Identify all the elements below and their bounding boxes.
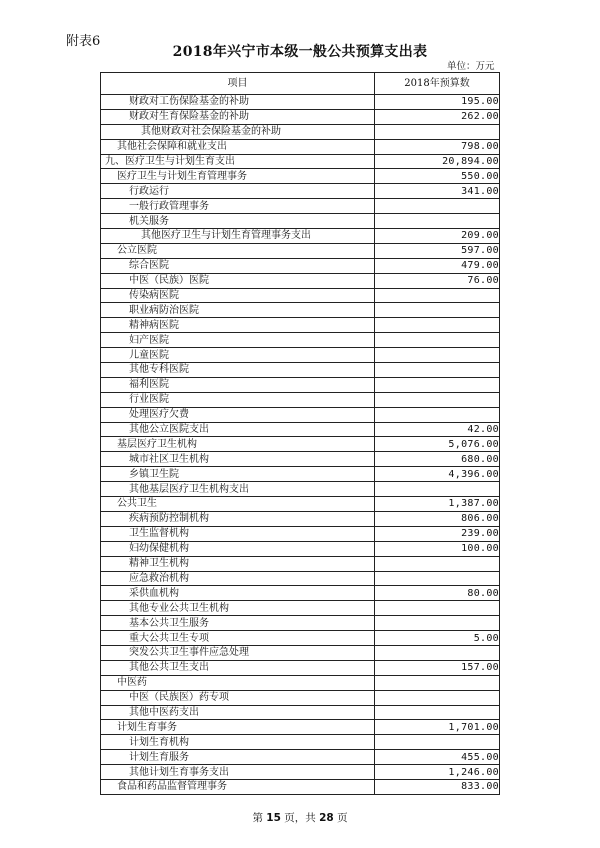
- table-row: [101, 482, 500, 497]
- footer-middle: 页，共: [284, 812, 316, 824]
- row-item-name: 公共卫生: [101, 497, 375, 512]
- row-amount: [375, 288, 500, 303]
- row-amount: [375, 571, 500, 586]
- table-row: [101, 95, 500, 110]
- table-row: [101, 526, 500, 541]
- row-amount: [375, 348, 500, 363]
- row-amount: 80.00: [375, 586, 500, 601]
- row-amount: [375, 377, 500, 392]
- table-row: [101, 348, 500, 363]
- table-header-row: [101, 73, 500, 95]
- table-row: [101, 511, 500, 526]
- row-item-name: 机关服务: [101, 214, 375, 229]
- row-amount: 798.00: [375, 139, 500, 154]
- row-amount: [375, 407, 500, 422]
- row-item-name: 突发公共卫生事件应急处理: [101, 645, 375, 660]
- row-amount: 209.00: [375, 229, 500, 244]
- table-row: [101, 184, 500, 199]
- row-item-name: 应急救治机构: [101, 571, 375, 586]
- table-row: [101, 124, 500, 139]
- row-amount: 833.00: [375, 779, 500, 794]
- row-item-name: 医疗卫生与计划生育管理事务: [101, 169, 375, 184]
- row-item-name: 其他医疗卫生与计划生育管理事务支出: [101, 229, 375, 244]
- row-amount: 680.00: [375, 452, 500, 467]
- row-item-name: 重大公共卫生专项: [101, 631, 375, 646]
- row-item-name: 财政对工伤保险基金的补助: [101, 95, 375, 110]
- row-item-name: 其他公立医院支出: [101, 422, 375, 437]
- row-item-name: 儿童医院: [101, 348, 375, 363]
- table-row: [101, 154, 500, 169]
- row-item-name: 综合医院: [101, 258, 375, 273]
- row-item-name: 其他社会保障和就业支出: [101, 139, 375, 154]
- table-row: [101, 645, 500, 660]
- row-amount: [375, 303, 500, 318]
- table-row: [101, 452, 500, 467]
- table-row: [101, 422, 500, 437]
- row-item-name: 中医（民族）医院: [101, 273, 375, 288]
- table-row: [101, 214, 500, 229]
- row-amount: [375, 482, 500, 497]
- row-item-name: 福利医院: [101, 377, 375, 392]
- row-item-name: 妇幼保健机构: [101, 541, 375, 556]
- table-row: [101, 258, 500, 273]
- table-row: [101, 288, 500, 303]
- budget-table: [100, 72, 500, 795]
- footer-total-pages: 28: [319, 812, 334, 824]
- row-item-name: 其他中医药支出: [101, 705, 375, 720]
- row-item-name: 精神卫生机构: [101, 556, 375, 571]
- table-row: [101, 109, 500, 124]
- row-item-name: 一般行政管理事务: [101, 199, 375, 214]
- page-footer: [0, 810, 600, 825]
- row-amount: [375, 556, 500, 571]
- table-row: [101, 229, 500, 244]
- row-amount: 195.00: [375, 95, 500, 110]
- table-row: [101, 303, 500, 318]
- table-row: [101, 169, 500, 184]
- table-row: [101, 616, 500, 631]
- row-amount: 5.00: [375, 631, 500, 646]
- row-item-name: 基层医疗卫生机构: [101, 437, 375, 452]
- row-amount: 262.00: [375, 109, 500, 124]
- row-amount: 479.00: [375, 258, 500, 273]
- row-amount: 157.00: [375, 660, 500, 675]
- row-amount: 1,246.00: [375, 765, 500, 780]
- row-amount: [375, 333, 500, 348]
- row-item-name: 计划生育机构: [101, 735, 375, 750]
- row-amount: 239.00: [375, 526, 500, 541]
- row-amount: 1,701.00: [375, 720, 500, 735]
- row-amount: [375, 199, 500, 214]
- table-row: [101, 735, 500, 750]
- row-item-name: 中医（民族医）药专项: [101, 690, 375, 705]
- row-item-name: 职业病防治医院: [101, 303, 375, 318]
- table-row: [101, 571, 500, 586]
- row-item-name: 处理医疗欠费: [101, 407, 375, 422]
- row-amount: 550.00: [375, 169, 500, 184]
- row-amount: 76.00: [375, 273, 500, 288]
- table-row: [101, 720, 500, 735]
- row-item-name: 其他财政对社会保险基金的补助: [101, 124, 375, 139]
- row-amount: [375, 690, 500, 705]
- row-amount: 455.00: [375, 750, 500, 765]
- row-item-name: 其他计划生育事务支出: [101, 765, 375, 780]
- table-row: [101, 333, 500, 348]
- row-item-name: 计划生育服务: [101, 750, 375, 765]
- row-amount: 42.00: [375, 422, 500, 437]
- table-row: [101, 273, 500, 288]
- row-item-name: 精神病医院: [101, 318, 375, 333]
- table-row: [101, 556, 500, 571]
- table-row: [101, 497, 500, 512]
- row-item-name: 中医药: [101, 675, 375, 690]
- footer-suffix: 页: [337, 812, 348, 824]
- row-item-name: 基本公共卫生服务: [101, 616, 375, 631]
- table-row: [101, 675, 500, 690]
- row-item-name: 采供血机构: [101, 586, 375, 601]
- row-amount: 5,076.00: [375, 437, 500, 452]
- page-title: 2018年兴宁市本级一般公共预算支出表: [172, 44, 428, 60]
- row-amount: [375, 645, 500, 660]
- row-item-name: 食品和药品监督管理事务: [101, 779, 375, 794]
- table-row: [101, 631, 500, 646]
- table-row: [101, 139, 500, 154]
- table-row: [101, 765, 500, 780]
- row-amount: 100.00: [375, 541, 500, 556]
- row-amount: [375, 675, 500, 690]
- table-row: [101, 705, 500, 720]
- table-row: [101, 660, 500, 675]
- table-row: [101, 407, 500, 422]
- row-item-name: 其他公共卫生支出: [101, 660, 375, 675]
- table-row: [101, 392, 500, 407]
- row-item-name: 城市社区卫生机构: [101, 452, 375, 467]
- table-row: [101, 541, 500, 556]
- table-row: [101, 437, 500, 452]
- row-item-name: 计划生育事务: [101, 720, 375, 735]
- header-item: 项目: [101, 73, 375, 95]
- row-amount: 597.00: [375, 243, 500, 258]
- table-row: [101, 690, 500, 705]
- table-row: [101, 318, 500, 333]
- row-amount: 4,396.00: [375, 467, 500, 482]
- table-row: [101, 601, 500, 616]
- footer-page-number: 15: [266, 812, 281, 824]
- row-item-name: 传染病医院: [101, 288, 375, 303]
- row-amount: [375, 124, 500, 139]
- table-row: [101, 377, 500, 392]
- row-amount: 806.00: [375, 511, 500, 526]
- row-item-name: 公立医院: [101, 243, 375, 258]
- row-amount: [375, 392, 500, 407]
- row-amount: [375, 363, 500, 378]
- row-amount: 341.00: [375, 184, 500, 199]
- row-amount: 20,894.00: [375, 154, 500, 169]
- unit-label: 单位：万元: [447, 61, 495, 72]
- row-amount: 1,387.00: [375, 497, 500, 512]
- table-row: [101, 199, 500, 214]
- table-row: [101, 779, 500, 794]
- table-row: [101, 363, 500, 378]
- row-amount: [375, 705, 500, 720]
- row-amount: [375, 214, 500, 229]
- row-item-name: 行业医院: [101, 392, 375, 407]
- table-row: [101, 750, 500, 765]
- row-amount: [375, 318, 500, 333]
- table-row: [101, 586, 500, 601]
- row-item-name: 其他基层医疗卫生机构支出: [101, 482, 375, 497]
- row-item-name: 乡镇卫生院: [101, 467, 375, 482]
- attachment-label: 附表6: [66, 34, 101, 49]
- row-item-name: 疾病预防控制机构: [101, 511, 375, 526]
- header-amount: 2018年预算数: [375, 73, 500, 95]
- row-item-name: 其他专业公共卫生机构: [101, 601, 375, 616]
- row-item-name: 其他专科医院: [101, 363, 375, 378]
- footer-prefix: 第: [252, 812, 263, 824]
- row-amount: [375, 616, 500, 631]
- row-item-name: 行政运行: [101, 184, 375, 199]
- row-item-name: 卫生监督机构: [101, 526, 375, 541]
- row-amount: [375, 735, 500, 750]
- row-item-name: 九、医疗卫生与计划生育支出: [101, 154, 375, 169]
- row-item-name: 妇产医院: [101, 333, 375, 348]
- row-item-name: 财政对生育保险基金的补助: [101, 109, 375, 124]
- table-row: [101, 467, 500, 482]
- table-row: [101, 243, 500, 258]
- row-amount: [375, 601, 500, 616]
